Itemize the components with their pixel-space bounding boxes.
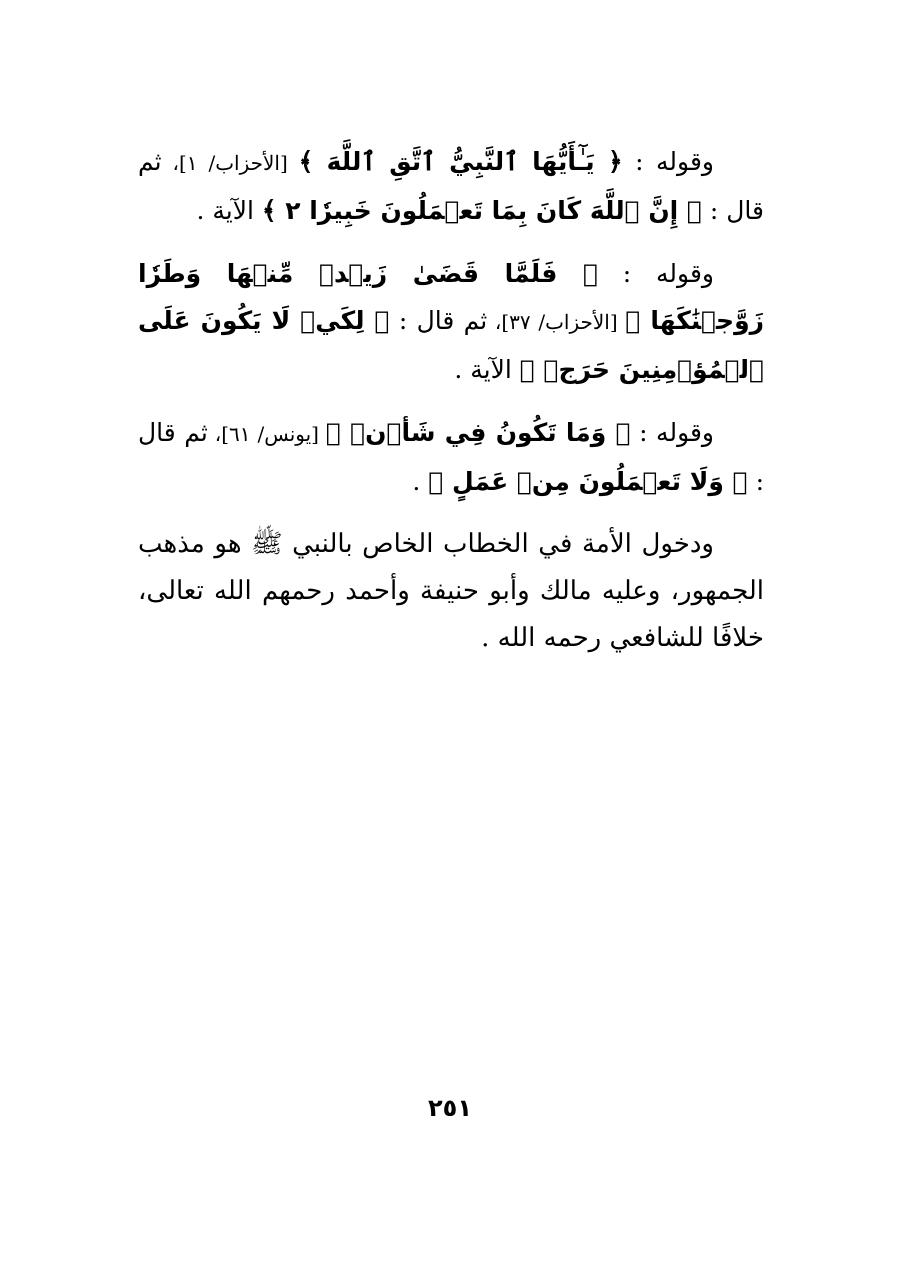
closing-paragraph: ودخول الأمة في الخطاب الخاص بالنبي ﷺ هو مذهب الجمهور، وعليه مالك وأبو حنيفة وأحمد رحمهم الله تعالى، خلافًا للشافعي رحمه الله . — [138, 529, 764, 653]
quran-quote: ﴿ وَمَا تَكُونُ فِي شَأۡنٖ ﴾ — [325, 418, 631, 447]
quran-quote: ﴿ يَـٰٓأَيُّهَا ٱلنَّبِيُّ ٱتَّقِ ٱللَّهَ ﴾ — [298, 147, 623, 176]
connector-text: ثم قال : — [138, 147, 764, 225]
quran-quote: ﴿ فَلَمَّا قَضَىٰ زَيۡدٞ مِّنۡهَا وَطَرٗا زَوَّجۡنَٰكَهَا ﴾ — [138, 259, 764, 335]
page-body — [138, 138, 764, 678]
tail-text: الآية . — [196, 196, 262, 225]
paragraph-ahzab-37 — [138, 250, 764, 393]
quran-quote: ﴿ وَلَا تَعۡمَلُونَ مِنۡ عَمَلٍ ﴾ — [428, 467, 748, 496]
page-number: ٢٥١ — [428, 1094, 472, 1122]
connector-text: ثم قال : — [138, 418, 764, 496]
verse-reference: [يونس/ ٦١]، — [207, 422, 326, 446]
paragraph-yunus-61 — [138, 409, 764, 505]
verse-reference: [الأحزاب/ ١]، — [161, 151, 299, 175]
verse-reference: [الأحزاب/ ٣٧]، — [487, 310, 626, 334]
quran-quote: ﴿ إِنَّ ٱللَّهَ كَانَ بِمَا تَعۡمَلُونَ خَبِيرٗا ٢ ﴾ — [261, 196, 702, 225]
intro-text: وقوله : — [597, 259, 714, 288]
paragraph-ahzab-1 — [138, 138, 764, 234]
quran-quote: ﴿ لِكَيۡ لَا يَكُونَ عَلَى ٱلۡمُؤۡمِنِينَ حَرَجٞ ﴾ — [138, 306, 764, 384]
tail-text: . — [412, 467, 429, 496]
connector-text: ثم قال : — [389, 306, 488, 335]
intro-text: وقوله : — [630, 418, 715, 447]
tail-text: الآية . — [454, 355, 520, 384]
intro-text: وقوله : — [622, 147, 714, 176]
